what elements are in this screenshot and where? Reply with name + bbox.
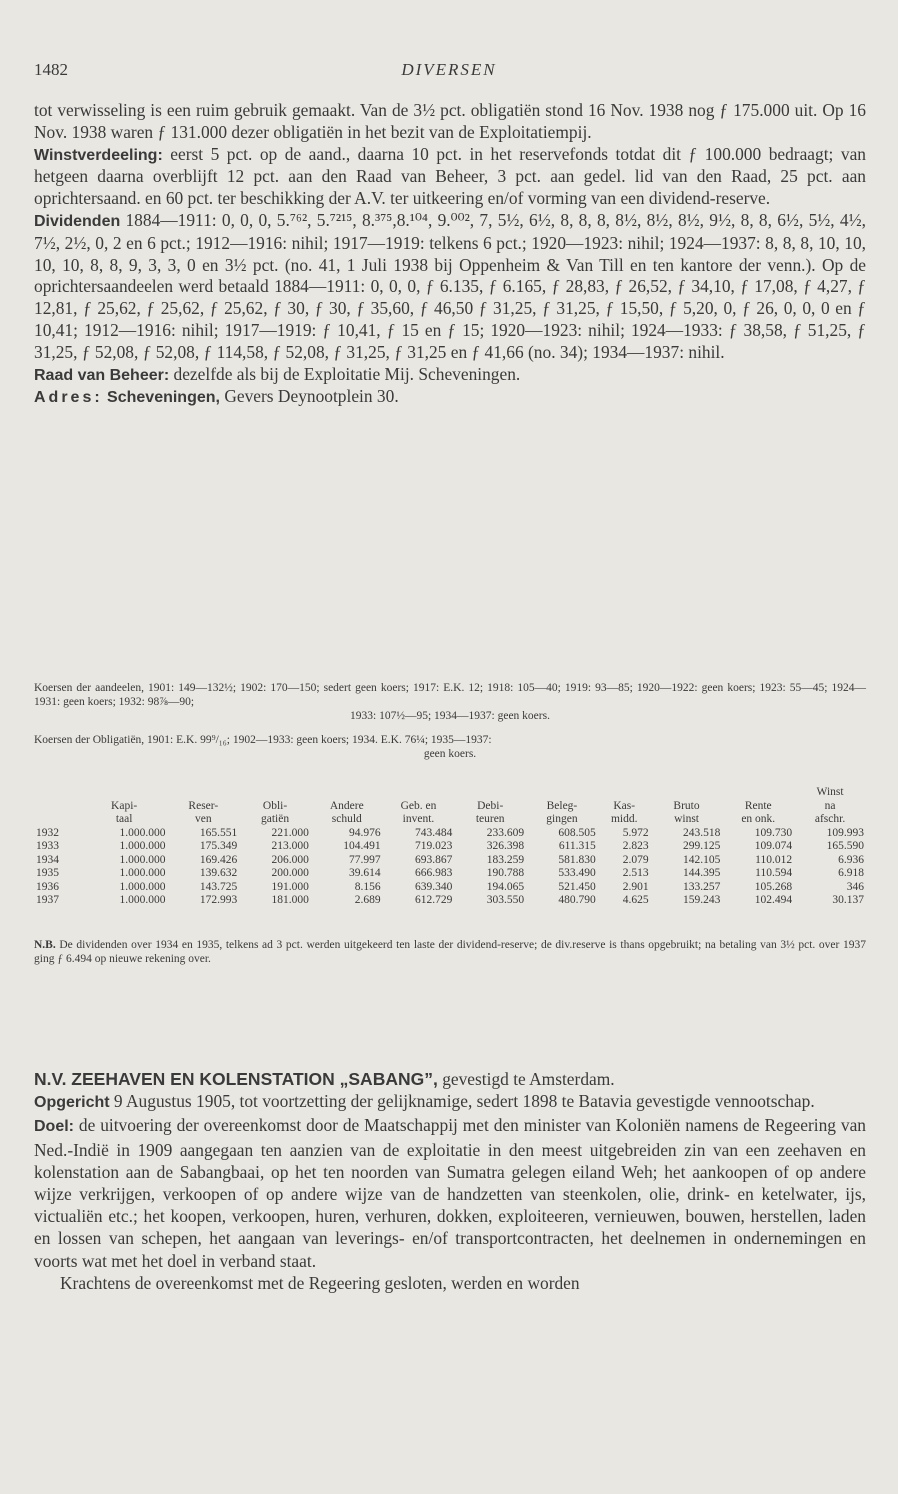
winst-text: eerst 5 pct. op de aand., daarna 10 pct. in het reservefonds totdat dit ƒ 100.000 bedraagt; van hetgeen daarna overblijft 12 pct. aan den Raad van Beheer, 3 pct. aan gedel. lid van den Raad, 25 pct. aan oprichtersaand. en 60 pct. ter beschikking der A.V. ter uitkeering en/of vorming van een dividend-reserve. bbox=[34, 143, 866, 209]
table-header-cell bbox=[598, 786, 651, 827]
last-paragraph: Krachtens de overeenkomst met de Regeering gesloten, werden en worden bbox=[60, 1272, 580, 1293]
note-paragraph bbox=[34, 938, 866, 966]
table-cell: 1.000.000 bbox=[119, 826, 166, 839]
note-label: N.B. bbox=[34, 939, 56, 951]
table-cell: 521.450 bbox=[558, 880, 596, 893]
table-header bbox=[34, 786, 866, 827]
company-2-location: gevestigd te Amsterdam. bbox=[437, 1069, 615, 1089]
raad-text: dezelfde als bij de Exploitatie Mij. Scheveningen. bbox=[169, 363, 521, 384]
table-header-cell bbox=[383, 786, 455, 827]
table-cell: 159.243 bbox=[683, 894, 721, 906]
intro-paragraph: tot verwisseling is een ruim gebruik gemaakt. Van de 3½ pct. obligatiën stond 16 Nov. 1938 nog ƒ 175.000 uit. Op 16 Nov. 1938 waren ƒ 131.000 dezer obligatiën in het bezit van de Exploitatiempij. bbox=[34, 100, 866, 142]
table-header-line: ven bbox=[195, 813, 212, 825]
table-header-cell bbox=[722, 786, 794, 827]
table-cell: 2.079 bbox=[622, 853, 649, 866]
table-row bbox=[34, 881, 866, 895]
table-cell: 102.494 bbox=[754, 894, 793, 906]
table-cell: 109.074 bbox=[754, 840, 793, 852]
table-cell: 480.790 bbox=[558, 894, 596, 906]
table-cell: 612.729 bbox=[414, 894, 453, 906]
table-cell: 743.484 bbox=[414, 826, 453, 839]
table-header-line: Winst bbox=[816, 786, 844, 798]
table-cell: 346 bbox=[846, 880, 864, 893]
koersen-block bbox=[34, 681, 866, 761]
table-year-cell: 1934 bbox=[36, 853, 59, 866]
doel-label: Doel: bbox=[34, 1118, 74, 1136]
table-header-line: midd. bbox=[610, 813, 638, 825]
note-block bbox=[34, 938, 866, 966]
koersen-aandeelen: Koersen der aandeelen, 1901: 149—132½; 1902: 170—150; sedert geen koers; 1917: E.K. 12; 1918: 105—40; 1919: 93—85; 1920—1922: geen koers; 1923: 55—45; 1924—1931: geen koers; 1932: 98⅞—90; bbox=[34, 682, 866, 708]
table-header-line: Kas- bbox=[613, 799, 636, 812]
table-cell: 533.490 bbox=[558, 867, 596, 879]
table-cell: 206.000 bbox=[271, 853, 309, 866]
koersen-obligatien: Koersen der Obligatiën, 1901: E.K. 99⁹/₁₆; 1902—1933: geen koers; 1934. E.K. 76¼; 1935—1937: bbox=[34, 734, 492, 746]
table-cell: 2.513 bbox=[622, 867, 649, 879]
company-details bbox=[34, 100, 866, 409]
table-year-cell: 1932 bbox=[36, 826, 59, 839]
table-cell: 142.105 bbox=[683, 853, 721, 866]
table-cell: 165.551 bbox=[199, 826, 238, 839]
table-cell: 666.983 bbox=[414, 867, 453, 879]
table-cell: 1.000.000 bbox=[119, 894, 166, 906]
table-header-line: taal bbox=[115, 813, 133, 825]
table-cell: 191.000 bbox=[271, 880, 309, 893]
table-header-cell bbox=[239, 786, 311, 827]
table-cell: 1.000.000 bbox=[119, 880, 166, 893]
adres-text: Gevers Deynootplein 30. bbox=[219, 386, 399, 407]
table-cell: 4.625 bbox=[622, 894, 649, 906]
company-2-details bbox=[34, 1068, 866, 1294]
dividend-text: 1884—1911: 0, 0, 0, 5.⁷⁶², 5.⁷²¹⁵, 8.³⁷⁵,8.¹⁰⁴, 9.⁰⁰², 7, 5½, 6½, 8, 8, 8, 8½, 8½, 8½, 9½, 8, 8, 6½, 5½, 4½, 7½, 2½, 0, 2 en 6 pct.; 1912—1916: nihil; 1917—1919: telkens 6 pct.; 1920—1923: nihil; 1924—1937: 8, 8, 8, 10, 10, 10, 10, 8, 8, 9, 3, 3, 0 en 3½ pct. (no. 41, 1 Juli 1938 bij Oppenheim & Van Till en ten kantore der venn.). Op de oprichtersaandeelen werd betaald 1884—1911: 0, 0, 0, ƒ 6.135, ƒ 6.165, ƒ 28,83, ƒ 26,52, ƒ 34,10, ƒ 17,08, ƒ 4,27, ƒ 12,81, ƒ 25,62, ƒ 25,62, ƒ 25,62, ƒ 30, ƒ 30, ƒ 35,60, ƒ 46,50 ƒ 31,25, ƒ 31,25, ƒ 15,50, ƒ 5,20, 0, ƒ 26, 0, 0, 0 en ƒ 10,41; 1912—1916: nihil; 1917—1919: ƒ 10,41, ƒ 15 en ƒ 15; 1920—1923: nihil; 1924—1933: ƒ 38,58, ƒ 51,25, ƒ 31,25, ƒ 52,08, ƒ 52,08, ƒ 114,58, ƒ 52,08, ƒ 31,25, ƒ 31,25 en ƒ 41,66 (no. 34); 1934—1937: nihil. bbox=[34, 209, 866, 362]
table-cell: 221.000 bbox=[271, 826, 309, 839]
table-row bbox=[34, 840, 866, 854]
table-cell: 2.823 bbox=[622, 840, 649, 852]
table-header-line: Kapi- bbox=[111, 799, 138, 812]
table-row bbox=[34, 867, 866, 881]
table-cell: 190.788 bbox=[486, 867, 525, 879]
table-row bbox=[34, 894, 866, 908]
table-cell: 1.000.000 bbox=[119, 867, 166, 879]
table-header-line: invent. bbox=[402, 813, 435, 825]
table-header-cell bbox=[454, 786, 526, 827]
opgericht-paragraph bbox=[34, 1090, 866, 1114]
table-cell: 233.609 bbox=[486, 826, 525, 839]
table-header-line: Andere bbox=[329, 799, 364, 812]
company-2-title: N.V. ZEEHAVEN EN KOLENSTATION „SABANG”, bbox=[34, 1069, 438, 1089]
table-header-line: Rente bbox=[744, 799, 772, 812]
table-cell: 181.000 bbox=[271, 894, 309, 906]
table-header-cell bbox=[167, 786, 239, 827]
table-year-cell: 1935 bbox=[36, 867, 59, 879]
table-header-cell bbox=[526, 786, 598, 827]
table-header-cell bbox=[794, 786, 866, 827]
table-cell: 1.000.000 bbox=[119, 853, 166, 866]
table-cell: 326.398 bbox=[486, 840, 525, 852]
table-cell: 5.972 bbox=[622, 826, 649, 839]
table-cell: 77.997 bbox=[349, 853, 381, 866]
table-cell: 299.125 bbox=[683, 840, 721, 852]
adres-place: Scheveningen, bbox=[107, 389, 220, 407]
table-cell: 6.936 bbox=[838, 853, 864, 866]
table-cell: 608.505 bbox=[558, 826, 596, 839]
table-cell: 165.590 bbox=[826, 840, 864, 852]
doel-paragraph bbox=[34, 1114, 866, 1271]
table-cell: 175.349 bbox=[199, 840, 238, 852]
table-cell: 719.023 bbox=[414, 840, 453, 852]
table-cell: 144.395 bbox=[683, 867, 721, 879]
page-number: 1482 bbox=[34, 60, 68, 79]
table-header-line: teuren bbox=[475, 813, 505, 825]
table-header-line: winst bbox=[674, 813, 699, 825]
table-header-line: Bruto bbox=[673, 799, 700, 812]
winst-label: Winstverdeeling: bbox=[34, 146, 163, 164]
table-cell: 303.550 bbox=[486, 894, 525, 906]
table-cell: 194.065 bbox=[486, 880, 525, 893]
koersen-obligatien-line2: geen koers. bbox=[423, 748, 477, 760]
opgericht-text: 9 Augustus 1905, tot voortzetting der gelijknamige, sedert 1898 te Batavia gevestigde vennootschap. bbox=[109, 1091, 815, 1112]
table-cell: 183.259 bbox=[486, 853, 525, 866]
table-year-cell: 1936 bbox=[36, 880, 59, 893]
table-header-line: Beleg- bbox=[546, 799, 578, 812]
table-cell: 169.426 bbox=[199, 853, 238, 866]
table-cell: 611.315 bbox=[558, 840, 596, 852]
table-body bbox=[34, 827, 866, 908]
table-header-line: en onk. bbox=[741, 813, 776, 825]
table-header-line: gatiën bbox=[260, 813, 290, 825]
table-year-cell: 1937 bbox=[36, 894, 59, 906]
company-2-title-line bbox=[34, 1068, 866, 1090]
table-cell: 105.268 bbox=[754, 880, 793, 893]
table-header-line: afschr. bbox=[814, 813, 846, 825]
table-row bbox=[34, 854, 866, 868]
table-cell: 2.689 bbox=[354, 894, 381, 906]
table-cell: 110.012 bbox=[755, 853, 793, 866]
adres-label: Adres: bbox=[34, 389, 103, 407]
table-cell: 8.156 bbox=[354, 880, 381, 893]
table-cell: 213.000 bbox=[271, 840, 309, 852]
table-cell: 30.137 bbox=[832, 894, 864, 906]
table-header-line: na bbox=[824, 799, 836, 812]
table-cell: 143.725 bbox=[199, 880, 238, 893]
table-cell: 6.918 bbox=[838, 867, 864, 879]
table-cell: 104.491 bbox=[343, 840, 381, 852]
note-text: De dividenden over 1934 en 1935, telkens ad 3 pct. werden uitgekeerd ten laste der dividend-reserve; de div.reserve is thans opgebruikt; na betaling van 3½ pct. over 1937 ging ƒ 6.494 op nieuwe rekening over. bbox=[34, 939, 866, 965]
opgericht-label: Opgericht bbox=[34, 1094, 110, 1112]
table-header-line: Geb. en bbox=[400, 799, 437, 812]
financial-table bbox=[34, 786, 866, 908]
koersen-aandeelen-line2: 1933: 107½—95; 1934—1937: geen koers. bbox=[350, 710, 550, 722]
table-header-row bbox=[34, 786, 866, 827]
table-header-line: gingen bbox=[546, 813, 578, 825]
table-header-cell bbox=[34, 786, 81, 827]
doel-text: de uitvoering der overeenkomst door de Maatschappij met den minister van Koloniën namens de Regeering van Ned.-Indië in 1909 aangegaan ten aanzien van de exploitatie in den meest uitgebreiden zin van een zeehaven en kolenstation aan de Sabangbaai, op het ten noorden van Sumatra gelegen eiland Weh; het aankoopen of op andere wijze verkrijgen, verkoopen of op andere wijze van de handzetten van steenkolen, olie, drink- en ketelwater, ijs, victualiën etc.; het koopen, verkoopen, huren, verhuren, dokken, exploiteeren, vernieuwen, bouwen, herstellen, laden en lossen van schepen, het aangaan van leverings- en/of transportcontracten, het deelnemen in ondernemingen en voorts wat met het doel in verband staat. bbox=[34, 1115, 866, 1271]
table-header-cell bbox=[81, 786, 168, 827]
table-header-line: Debi- bbox=[477, 799, 504, 812]
table-cell: 172.993 bbox=[199, 894, 238, 906]
page-header bbox=[34, 60, 864, 86]
table-header-line: Obli- bbox=[262, 799, 288, 812]
table-header-cell bbox=[311, 786, 383, 827]
table-cell: 110.594 bbox=[755, 867, 793, 879]
table-header-line: Reser- bbox=[188, 799, 219, 812]
table-cell: 109.993 bbox=[826, 826, 864, 839]
dividend-paragraph bbox=[34, 210, 866, 364]
table-row bbox=[34, 827, 866, 841]
table-cell: 39.614 bbox=[349, 867, 381, 879]
table-cell: 133.257 bbox=[683, 880, 721, 893]
table-header-cell bbox=[651, 786, 723, 827]
table-cell: 581.830 bbox=[558, 853, 596, 866]
section-title: DIVERSEN bbox=[401, 60, 497, 79]
table-year-cell: 1933 bbox=[36, 840, 59, 852]
table-cell: 243.518 bbox=[683, 826, 721, 839]
table-cell: 693.867 bbox=[414, 853, 453, 866]
table-header-line: schuld bbox=[331, 813, 362, 825]
table-cell: 639.340 bbox=[414, 880, 453, 893]
raad-label: Raad van Beheer: bbox=[34, 366, 170, 384]
table-cell: 109.730 bbox=[754, 826, 793, 839]
table-cell: 1.000.000 bbox=[119, 840, 166, 852]
dividend-label: Dividenden bbox=[34, 212, 121, 230]
winst-paragraph bbox=[34, 144, 866, 210]
table-cell: 2.901 bbox=[622, 880, 649, 893]
table-cell: 200.000 bbox=[271, 867, 309, 879]
raad-paragraph bbox=[34, 364, 866, 387]
table-cell: 94.976 bbox=[349, 826, 381, 839]
table-cell: 139.632 bbox=[199, 867, 238, 879]
adres-paragraph bbox=[34, 386, 866, 409]
